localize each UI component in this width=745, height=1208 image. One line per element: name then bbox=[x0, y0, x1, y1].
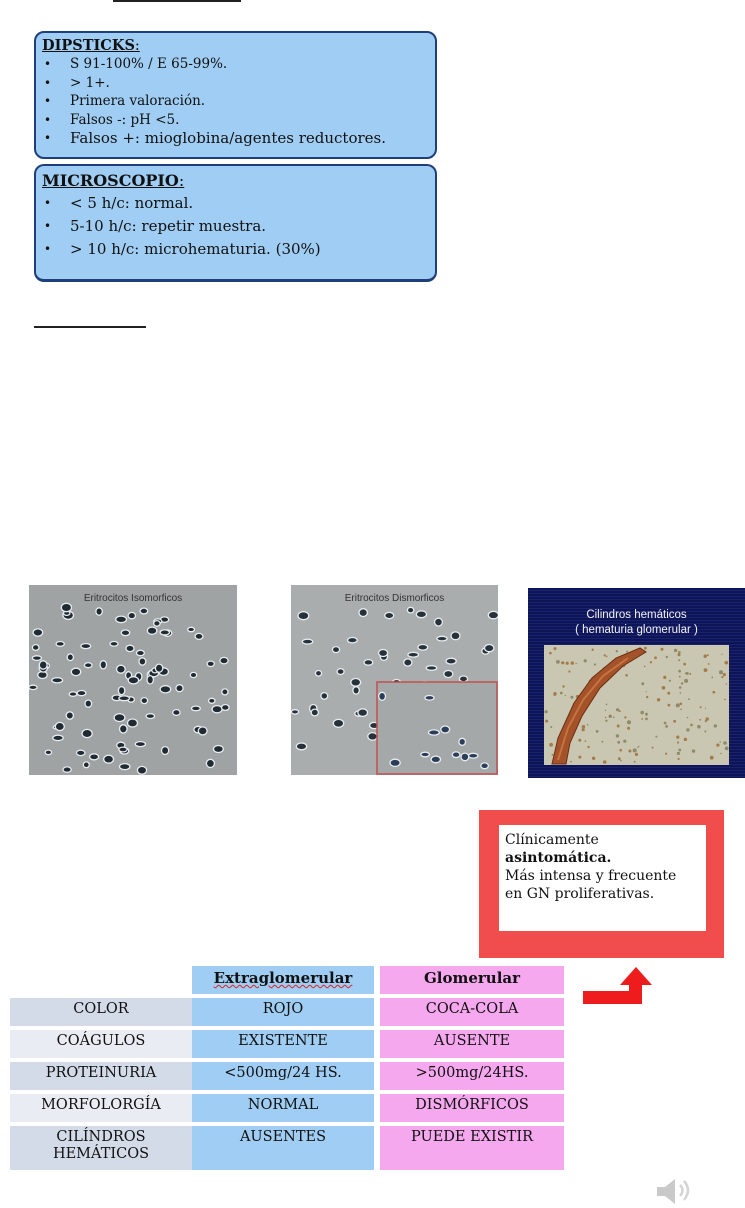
dipsticks-title: DIPSTICKS: bbox=[42, 37, 140, 54]
cylinders-image bbox=[528, 588, 745, 778]
table-header-row bbox=[10, 966, 564, 994]
callout-text: Clínicamente asintomática. Más intensa y frecuente en GN proliferativas. bbox=[499, 825, 706, 931]
list-item: • Primera valoración. bbox=[42, 92, 429, 111]
table-cell: AUSENTE bbox=[380, 1030, 564, 1058]
table-header-extraglomerular: Extraglomerular bbox=[192, 966, 374, 994]
microscopio-title: MICROSCOPIO: bbox=[42, 171, 185, 190]
image-label: Eritrocitos Dismorficos bbox=[344, 593, 445, 604]
microscopio-list bbox=[42, 192, 429, 261]
table-cell: CILÍNDROS HEMÁTICOS bbox=[10, 1126, 192, 1170]
table-cell: PROTEINURIA bbox=[10, 1062, 192, 1090]
table-cell: AUSENTES bbox=[192, 1126, 374, 1170]
table-cell: ROJO bbox=[192, 998, 374, 1026]
callout-box bbox=[479, 810, 724, 958]
list-item: • > 1+. bbox=[42, 74, 429, 93]
table-header-empty bbox=[10, 966, 192, 994]
list-item: • 5-10 h/c: repetir muestra. bbox=[42, 215, 429, 238]
list-item bbox=[42, 238, 429, 261]
table-row bbox=[10, 1030, 564, 1058]
table-cell: PUEDE EXISTIR bbox=[380, 1126, 564, 1170]
table-row bbox=[10, 998, 564, 1026]
isomorphic-erythrocytes-image bbox=[29, 585, 237, 775]
arrow-stem bbox=[629, 983, 642, 1004]
image-label: Eritrocitos Isomorficos bbox=[83, 593, 183, 604]
comparison-table bbox=[10, 962, 564, 1174]
list-item: • Falsos -: pH <5. bbox=[42, 111, 429, 130]
table-cell: DISMÓRFICOS bbox=[380, 1094, 564, 1122]
image-title: Cilindros hemáticos ( hematuria glomerular ) bbox=[575, 609, 698, 636]
table-cell: COLOR bbox=[10, 998, 192, 1026]
table-cell: COÁGULOS bbox=[10, 1030, 192, 1058]
list-item: • < 5 h/c: normal. bbox=[42, 192, 429, 215]
list-item: • Falsos +: mioglobina/agentes reductores. bbox=[42, 129, 429, 148]
microscopio-box bbox=[34, 164, 437, 282]
table-cell: COCA-COLA bbox=[380, 998, 564, 1026]
arrow-head bbox=[620, 967, 652, 985]
cells-graphic bbox=[291, 585, 498, 775]
table-row bbox=[10, 1126, 564, 1170]
list-item: • S 91-100% / E 65-99%. bbox=[42, 55, 429, 74]
table-row bbox=[10, 1062, 564, 1090]
table-cell: NORMAL bbox=[192, 1094, 374, 1122]
blank-underline bbox=[34, 326, 146, 328]
dipsticks-list bbox=[42, 55, 429, 148]
table-row bbox=[10, 1094, 564, 1122]
top-underline bbox=[113, 0, 241, 2]
table-cell: EXISTENTE bbox=[192, 1030, 374, 1058]
table-cell: >500mg/24HS. bbox=[380, 1062, 564, 1090]
dipsticks-box bbox=[34, 31, 437, 159]
table-header-glomerular: Glomerular bbox=[380, 966, 564, 994]
speaker-icon[interactable] bbox=[655, 1177, 695, 1204]
dysmorphic-erythrocytes-image bbox=[291, 585, 498, 775]
table-cell: MORFOLORGÍA bbox=[10, 1094, 192, 1122]
cells-graphic bbox=[29, 585, 237, 775]
table-cell: <500mg/24 HS. bbox=[192, 1062, 374, 1090]
microhematuria-text: > 10 h/c: microhematuria. (30%) bbox=[70, 240, 321, 258]
